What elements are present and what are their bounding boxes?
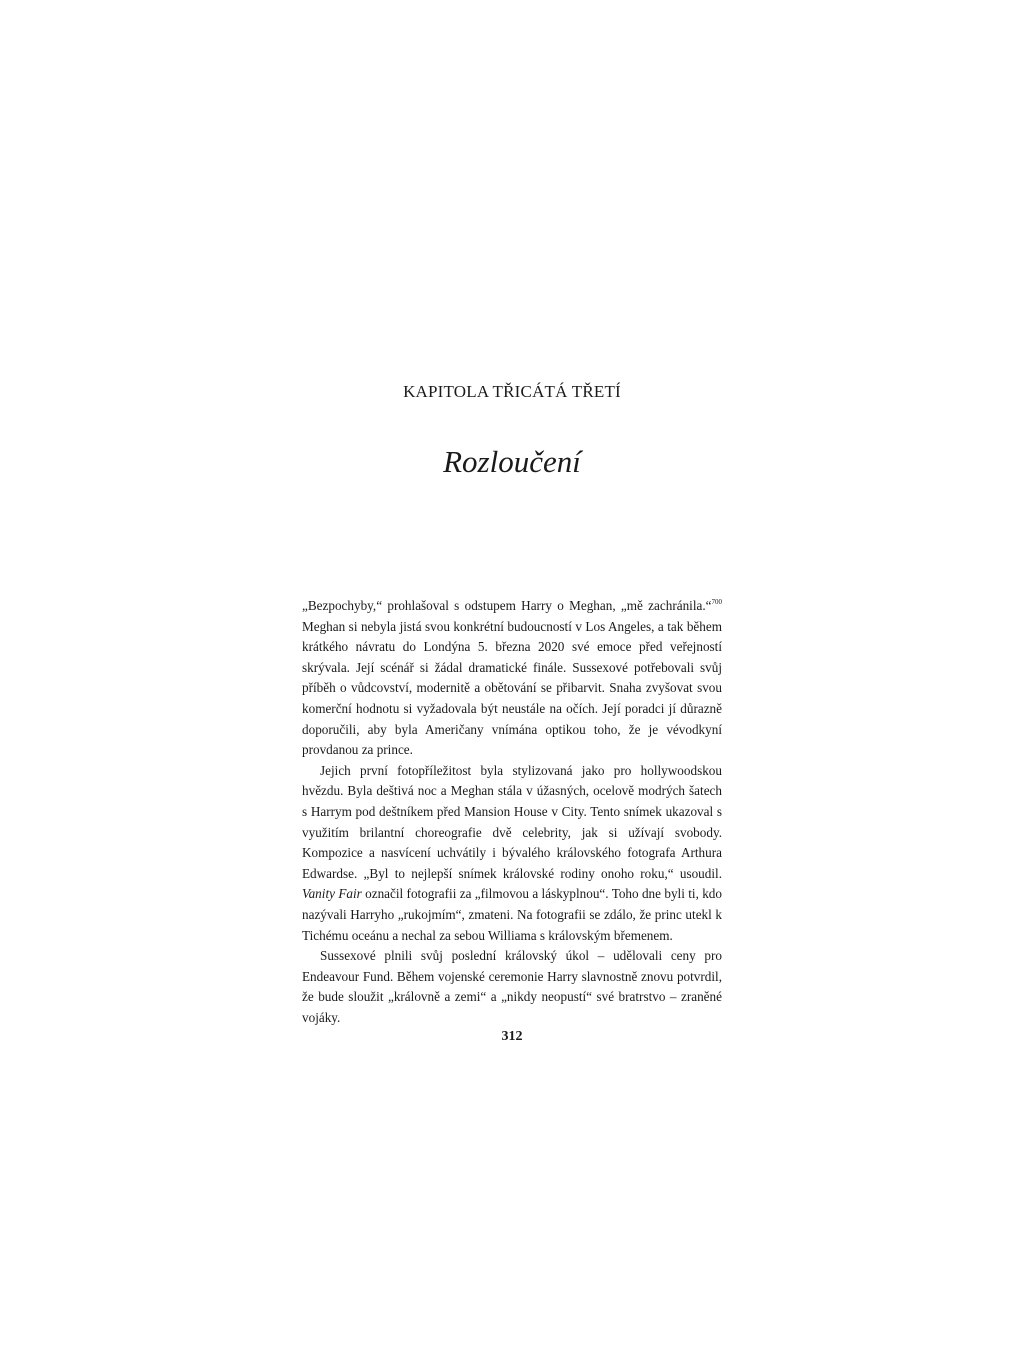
paragraph-1-rest: Meghan si nebyla jistá svou konkrétní budoucností v Los Angeles, a tak během krátkého návratu do Londýna 5. března 2020 své emoce před veřejností skrývala. Její scénář si žádal dramatické finále. Sussexové potřebovali svůj příběh o vůdcovství, modernitě a obětování se přibarvit. Snaha zvyšovat svou komerční hodnotu si vyžadovala být neustále na očích. Její poradci jí důrazně doporučili, aby byla Američany vnímána optikou toho, že je vévodkyní provdanou za prince. — [302, 618, 722, 758]
page-number: 312 — [501, 1029, 523, 1044]
paragraph-1 — [302, 596, 722, 761]
paragraph-2 — [302, 761, 722, 946]
paragraph-2-end: označil fotografii za „filmovou a láskyplnou“. Toho dne byli ti, kdo nazývali Harryho „rukojmím“, zmateni. Na fotografii se zdálo, že princ utekl k Tichému oceánu a nechal za sebou Williama s královským břemenem. — [302, 886, 722, 943]
body-text — [302, 596, 722, 1028]
paragraph-1-quote: „Bezpochyby,“ prohlašoval s odstupem Harry o Meghan, „mě zachránila.“ — [302, 598, 712, 613]
magazine-title: Vanity Fair — [302, 886, 362, 902]
chapter-title: Rozloučení — [443, 444, 581, 479]
paragraph-3: Sussexové plnili svůj poslední královský úkol – udělovali ceny pro Endeavour Fund. Během vojenské ceremonie Harry slavnostně znovu potvrdil, že bude sloužit „královně a zemi“ a „nikdy neopustí“ své bratrstvo – zraněné vojáky. — [302, 948, 722, 1025]
paragraph-2-start: Jejich první fotopříležitost byla stylizovaná jako pro hollywoodskou hvězdu. Byla deštivá noc a Meghan stála v úžasných, ocelově modrých šatech s Harrym pod deštníkem před Mansion House v City. Tento snímek ukazoval s využitím brilantní choreografie dvě celebrity, jak si užívají svobody. Kompozice a nasvícení uchvátily i bývalého královského fotografa Arthura Edwardse. „Byl to nejlepší snímek královské rodiny onoho roku,“ usoudil. — [302, 762, 722, 881]
chapter-label: KAPITOLA TŘICÁTÁ TŘETÍ — [403, 382, 621, 401]
footnote-reference: 700 — [711, 598, 722, 606]
